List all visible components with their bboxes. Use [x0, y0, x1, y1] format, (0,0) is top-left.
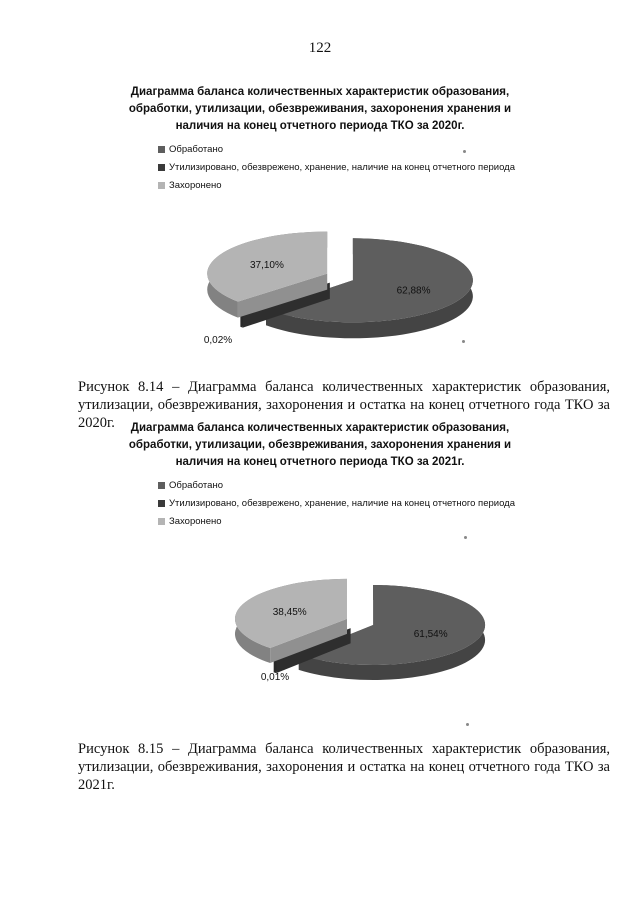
legend-label: Захоронено [169, 179, 222, 191]
page-number: 122 [308, 40, 332, 56]
scan-speck [462, 340, 465, 343]
chart-title-line: Диаграмма баланса количественных характеристик образования, [130, 422, 510, 434]
pie-chart-2020 [190, 225, 490, 355]
scan-speck [466, 723, 469, 726]
pie-data-label: 0,02% [203, 335, 233, 346]
legend-swatch [158, 146, 165, 153]
legend-swatch [158, 182, 165, 189]
chart-title-2020 [100, 84, 540, 135]
legend-entry-utilized [158, 158, 515, 176]
legend-swatch [158, 482, 165, 489]
legend-entry-processed [158, 140, 515, 158]
legend-entry-buried [158, 512, 515, 530]
legend-label: Утилизировано, обезврежено, хранение, наличие на конец отчетного периода [169, 497, 515, 509]
chart-title-line: наличия на конец отчетного периода ТКО за 2021г. [175, 456, 465, 468]
pie-data-label: 0,01% [260, 672, 290, 683]
chart-title-line: обработки, утилизации, обезвреживания, захоронения хранения и [128, 439, 512, 451]
chart-title-line: наличия на конец отчетного периода ТКО за 2020г. [175, 120, 465, 132]
chart-title-line: обработки, утилизации, обезвреживания, захоронения хранения и [128, 103, 512, 115]
chart-title-2021 [100, 420, 540, 471]
legend-swatch [158, 500, 165, 507]
pie-data-label: 37,10% [249, 260, 284, 272]
legend-swatch [158, 164, 165, 171]
legend-entry-processed [158, 476, 515, 494]
legend-entry-buried [158, 176, 515, 194]
legend-entry-utilized [158, 494, 515, 512]
legend-label: Обработано [169, 143, 223, 155]
legend-label: Утилизировано, обезврежено, хранение, наличие на конец отчетного периода [169, 161, 515, 173]
pie-data-label: 61,54% [413, 628, 448, 640]
legend-label: Захоронено [169, 515, 222, 527]
legend-2020 [158, 140, 515, 194]
legend-label: Обработано [169, 479, 223, 491]
figure-caption-8-14: Рисунок 8.14 – Диаграмма баланса количественных характеристик образования, утилизации, обезвреживания, захоронения и остатка на конец отчетного года ТКО за 2020г. [78, 379, 610, 431]
pie-data-label: 38,45% [272, 606, 307, 618]
scan-speck [463, 150, 466, 153]
figure-caption-8-15: Рисунок 8.15 – Диаграмма баланса количественных характеристик образования, утилизации, обезвреживания, захоронения и остатка на конец отчетного года ТКО за 2021г. [78, 741, 610, 793]
legend-2021 [158, 476, 515, 530]
pie-chart-2021 [225, 568, 495, 698]
pie-data-label: 62,88% [396, 285, 431, 297]
chart-title-line: Диаграмма баланса количественных характеристик образования, [130, 86, 510, 98]
legend-swatch [158, 518, 165, 525]
scan-speck [464, 536, 467, 539]
